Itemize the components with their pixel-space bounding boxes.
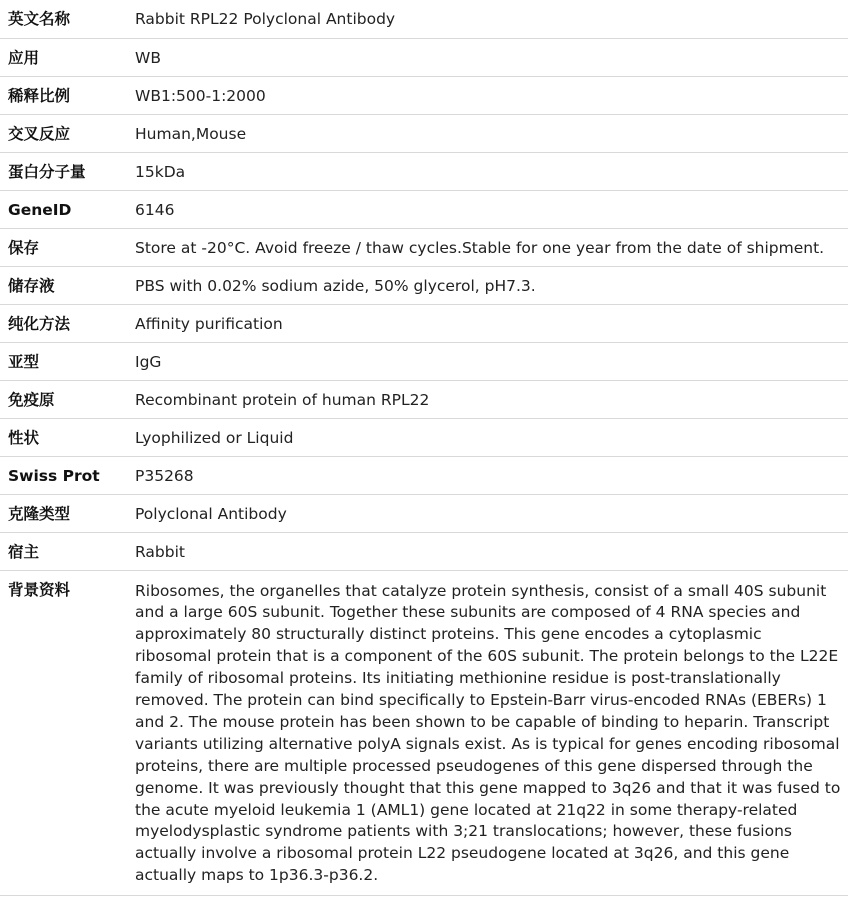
spec-row-english-name bbox=[0, 0, 848, 38]
row-label: 蛋白分子量 bbox=[0, 152, 127, 190]
spec-row-molecular-weight bbox=[0, 152, 848, 190]
row-label: Swiss Prot bbox=[0, 456, 127, 494]
spec-row-form bbox=[0, 418, 848, 456]
spec-row-dilution bbox=[0, 76, 848, 114]
row-label: 保存 bbox=[0, 228, 127, 266]
spec-row-host bbox=[0, 532, 848, 570]
row-label: 英文名称 bbox=[0, 0, 127, 38]
row-label: GeneID bbox=[0, 190, 127, 228]
row-value: Lyophilized or Liquid bbox=[127, 418, 848, 456]
row-label: 宿主 bbox=[0, 532, 127, 570]
row-value: WB1:500-1:2000 bbox=[127, 76, 848, 114]
row-value: P35268 bbox=[127, 456, 848, 494]
spec-row-background bbox=[0, 570, 848, 896]
row-label: 性状 bbox=[0, 418, 127, 456]
row-value: Store at -20°C. Avoid freeze / thaw cycles.Stable for one year from the date of shipment. bbox=[127, 228, 848, 266]
row-value: 6146 bbox=[127, 190, 848, 228]
row-value: PBS with 0.02% sodium azide, 50% glycerol, pH7.3. bbox=[127, 266, 848, 304]
spec-row-immunogen bbox=[0, 380, 848, 418]
spec-row-swiss-prot bbox=[0, 456, 848, 494]
row-label: 克隆类型 bbox=[0, 494, 127, 532]
row-value: 15kDa bbox=[127, 152, 848, 190]
spec-row-reactivity bbox=[0, 114, 848, 152]
row-label: 亚型 bbox=[0, 342, 127, 380]
row-label: 背景资料 bbox=[0, 570, 127, 896]
row-value: Recombinant protein of human RPL22 bbox=[127, 380, 848, 418]
spec-row-gene-id bbox=[0, 190, 848, 228]
row-label: 免疫原 bbox=[0, 380, 127, 418]
spec-row-storage bbox=[0, 228, 848, 266]
row-label: 交叉反应 bbox=[0, 114, 127, 152]
row-value: Affinity purification bbox=[127, 304, 848, 342]
spec-row-isotype bbox=[0, 342, 848, 380]
background-description: Ribosomes, the organelles that catalyze protein synthesis, consist of a small 40S subunit and a large 60S subunit. Together these subunits are composed of 4 RNA species and approximately 80 structurally distinct proteins. This gene encodes a cytoplasmic ribosomal protein that is a component of the 60S subunit. The protein belongs to the L22E family of ribosomal proteins. Its initiating methionine residue is post-translationally removed. The protein can bind specifically to Epstein-Barr virus-encoded RNAs (EBERs) 1 and 2. The mouse protein has been shown to be capable of binding to heparin. Transcript variants utilizing alternative polyA signals exist. As is typical for genes encoding ribosomal proteins, there are multiple processed pseudogenes of this gene dispersed through the genome. It was previously thought that this gene mapped to 3q26 and that it was fused to the acute myeloid leukemia 1 (AML1) gene located at 21q22 in some therapy-related myelodysplastic syndrome patients with 3;21 translocations; however, these fusions actually involve a ribosomal protein L22 pseudogene located at 3q26, and this gene actually maps to 1p36.3-p36.2. bbox=[127, 570, 848, 896]
row-value: Human,Mouse bbox=[127, 114, 848, 152]
row-label: 稀释比例 bbox=[0, 76, 127, 114]
spec-row-purification bbox=[0, 304, 848, 342]
row-label: 储存液 bbox=[0, 266, 127, 304]
row-value: Rabbit RPL22 Polyclonal Antibody bbox=[127, 0, 848, 38]
spec-row-clonality bbox=[0, 494, 848, 532]
row-value: WB bbox=[127, 38, 848, 76]
spec-row-application bbox=[0, 38, 848, 76]
row-label: 纯化方法 bbox=[0, 304, 127, 342]
row-value: IgG bbox=[127, 342, 848, 380]
spec-row-buffer bbox=[0, 266, 848, 304]
row-value: Polyclonal Antibody bbox=[127, 494, 848, 532]
row-value: Rabbit bbox=[127, 532, 848, 570]
row-label: 应用 bbox=[0, 38, 127, 76]
